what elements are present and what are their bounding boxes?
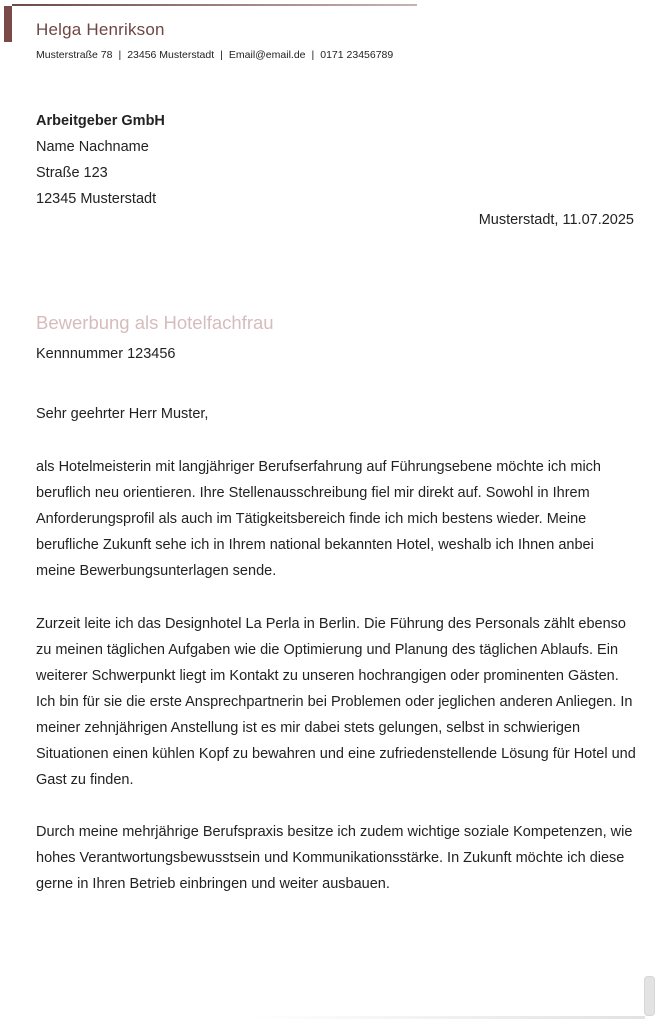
recipient-company: Arbeitgeber GmbH bbox=[36, 113, 165, 129]
salutation: Sehr geehrter Herr Muster, bbox=[36, 406, 209, 422]
reference-number: Kennnummer 123456 bbox=[36, 346, 176, 362]
recipient-person: Name Nachname bbox=[36, 139, 149, 155]
sender-email: Email@email.de bbox=[228, 49, 306, 61]
contact-separator: | bbox=[118, 49, 122, 61]
recipient-address bbox=[36, 108, 165, 212]
contact-separator: | bbox=[220, 49, 223, 61]
body-paragraph: Zurzeit leite ich das Designhotel La Perla in Berlin. Die Führung des Personals zählt ebenso zu meinen täglichen Aufgaben wie die Optimierung und Planung des täglichen Ablaufs. Ein weiterer Schwerpunkt liegt im Kontakt zu unseren hochrangigen oder prominenten Gästen. Ich bin für sie die erste Ansprechpartnerin bei Problemen oder jeglichen anderen Anliegen. In meiner zehnjährigen Anstellung ist es mir dabei stets gelungen, selbst in schwierigen Situationen einen kühlen Kopf zu bewahren und eine zufriedenstellende Lösung für Hotel und Gast zu finden. bbox=[36, 616, 636, 788]
header-accent-bar bbox=[4, 6, 12, 42]
recipient-city: 12345 Musterstadt bbox=[36, 191, 157, 207]
sender-name: Helga Henrikson bbox=[36, 20, 165, 39]
body-paragraph: als Hotelmeisterin mit langjähriger Berufserfahrung auf Führungsebene möchte ich mich beruflich neu orientieren. Ihre Stellenausschreibung fiel mir direkt auf. Sowohl in Ihrem Anforderungsprofil als auch im Tätigkeitsbereich finde ich mich bestens wieder. Meine berufliche Zukunft sehe ich in Ihrem national bekannten Hotel, weshalb ich Ihnen anbei meine Bewerbungsunterlagen sende. bbox=[36, 459, 601, 579]
letter-subject: Bewerbung als Hotelfachfrau bbox=[36, 312, 274, 333]
recipient-street: Straße 123 bbox=[36, 165, 108, 181]
sender-contact-line bbox=[36, 49, 393, 61]
sender-street: Musterstraße 78 bbox=[36, 49, 113, 61]
header-rule bbox=[12, 4, 417, 6]
contact-separator: | bbox=[311, 49, 315, 61]
page-bottom-shadow bbox=[250, 1016, 645, 1019]
letter-date: Musterstadt, 11.07.2025 bbox=[478, 212, 634, 228]
scrollbar-thumb[interactable] bbox=[644, 976, 655, 1016]
sender-phone: 0171 23456789 bbox=[320, 49, 394, 61]
sender-city: 23456 Musterstadt bbox=[127, 49, 215, 61]
body-paragraph: Durch meine mehrjährige Berufspraxis besitze ich zudem wichtige soziale Kompetenzen, wie hohes Verantwortungsbewusstsein und Kommunikationsstärke. In Zukunft möchte ich diese gerne in Ihren Betrieb einbringen und weiter ausbauen. bbox=[36, 824, 633, 892]
